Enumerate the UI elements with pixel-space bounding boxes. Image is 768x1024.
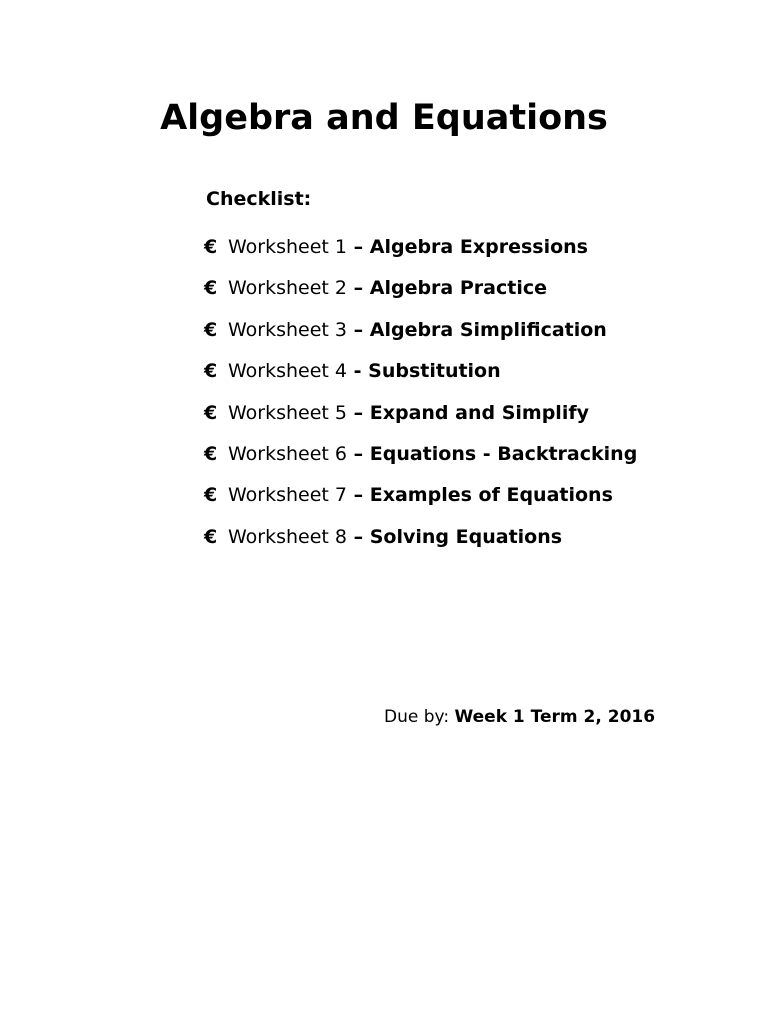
due-date-value: Week 1 Term 2, 2016 <box>454 707 656 727</box>
due-date-line <box>384 706 655 728</box>
worksheet-label: Worksheet 1 <box>228 236 348 258</box>
worksheet-separator: – <box>347 525 370 548</box>
list-item <box>204 482 637 523</box>
worksheet-label: Worksheet 4 <box>228 360 348 383</box>
worksheet-label: Worksheet 7 <box>228 484 348 507</box>
checklist <box>204 234 637 565</box>
worksheet-title: Algebra Simplification <box>369 318 607 341</box>
euro-bullet-icon: € <box>204 484 218 507</box>
list-item <box>204 275 637 316</box>
list-item <box>204 524 637 565</box>
worksheet-separator: – <box>347 401 370 424</box>
worksheet-label: Worksheet 6 <box>228 442 348 465</box>
euro-bullet-icon: € <box>204 442 218 465</box>
worksheet-separator: – <box>347 442 370 465</box>
list-item <box>204 358 637 399</box>
euro-bullet-icon: € <box>204 236 218 258</box>
worksheet-title: Solving Equations <box>369 525 563 548</box>
worksheet-label: Worksheet 5 <box>228 401 348 424</box>
worksheet-separator: – <box>347 277 370 300</box>
worksheet-title: Algebra Practice <box>369 277 547 300</box>
worksheet-title: Algebra Expressions <box>369 236 588 258</box>
worksheet-separator: – <box>347 236 370 258</box>
worksheet-label: Worksheet 2 <box>228 277 348 300</box>
euro-bullet-icon: € <box>204 525 218 548</box>
worksheet-title: Substitution <box>368 360 501 383</box>
page-title: Algebra and Equations <box>160 98 608 138</box>
worksheet-separator: – <box>347 484 370 507</box>
euro-bullet-icon: € <box>204 401 218 424</box>
worksheet-separator: - <box>347 360 369 383</box>
worksheet-title: Examples of Equations <box>369 484 613 507</box>
list-item <box>204 234 637 275</box>
list-item <box>204 441 637 482</box>
worksheet-separator: – <box>347 318 370 341</box>
worksheet-label: Worksheet 8 <box>228 525 348 548</box>
list-item <box>204 317 637 358</box>
euro-bullet-icon: € <box>204 318 218 341</box>
worksheet-title: Equations - Backtracking <box>369 442 638 465</box>
euro-bullet-icon: € <box>204 360 218 383</box>
worksheet-label: Worksheet 3 <box>228 318 348 341</box>
euro-bullet-icon: € <box>204 277 218 300</box>
list-item <box>204 400 637 441</box>
due-label: Due by: <box>384 707 455 727</box>
checklist-heading: Checklist: <box>206 188 312 210</box>
worksheet-title: Expand and Simplify <box>369 401 589 424</box>
